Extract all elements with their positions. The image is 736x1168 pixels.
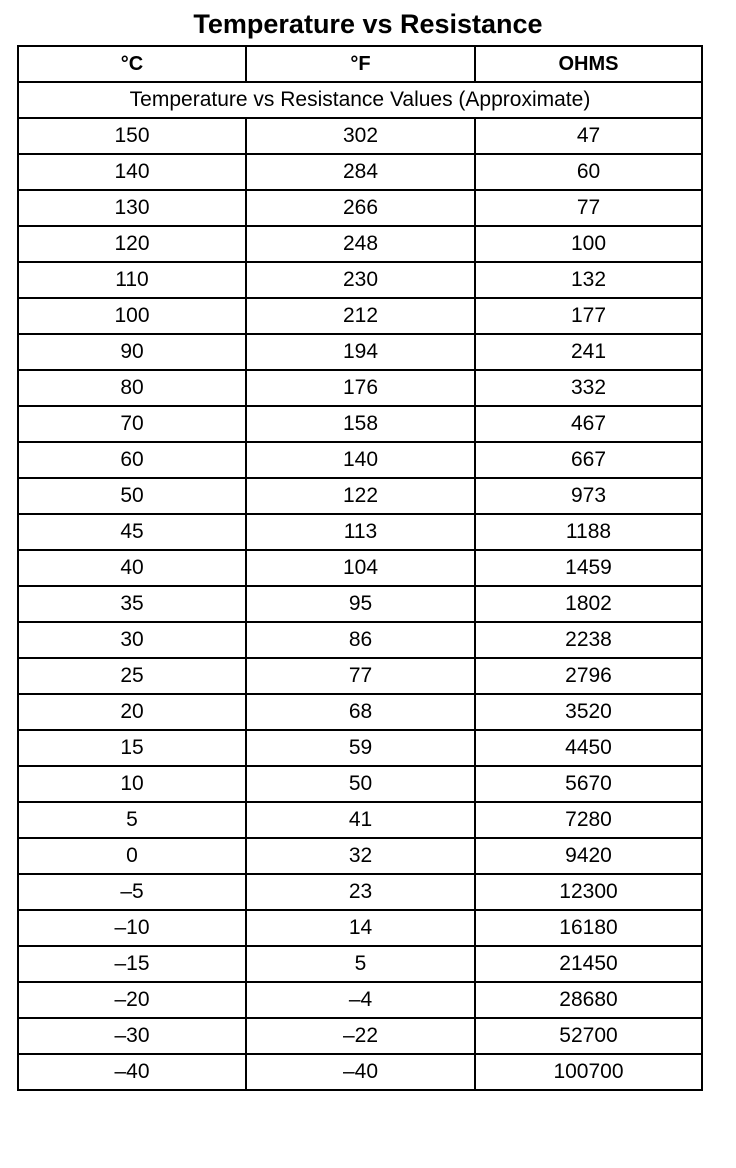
fahrenheit-cell: 14 <box>246 910 475 946</box>
celsius-cell: 45 <box>18 514 246 550</box>
celsius-cell: 10 <box>18 766 246 802</box>
ohms-cell: 132 <box>475 262 702 298</box>
table-row <box>18 226 702 262</box>
celsius-cell: 15 <box>18 730 246 766</box>
table-row <box>18 478 702 514</box>
table-row <box>18 442 702 478</box>
table-row <box>18 154 702 190</box>
celsius-cell: 35 <box>18 586 246 622</box>
page-title: Temperature vs Resistance <box>193 9 543 39</box>
ohms-cell: 332 <box>475 370 702 406</box>
table-row <box>18 622 702 658</box>
table-row <box>18 766 702 802</box>
fahrenheit-cell: 248 <box>246 226 475 262</box>
table-row <box>18 262 702 298</box>
ohms-cell: 667 <box>475 442 702 478</box>
celsius-cell: –30 <box>18 1018 246 1054</box>
celsius-cell: 40 <box>18 550 246 586</box>
ohms-cell: 16180 <box>475 910 702 946</box>
table-row <box>18 946 702 982</box>
celsius-cell: 20 <box>18 694 246 730</box>
table-row <box>18 838 702 874</box>
ohms-cell: 5670 <box>475 766 702 802</box>
header-celsius: °C <box>18 46 246 82</box>
fahrenheit-cell: 230 <box>246 262 475 298</box>
ohms-cell: 467 <box>475 406 702 442</box>
table-row <box>18 874 702 910</box>
celsius-cell: –20 <box>18 982 246 1018</box>
ohms-cell: 52700 <box>475 1018 702 1054</box>
ohms-cell: 77 <box>475 190 702 226</box>
header-ohms: OHMS <box>475 46 702 82</box>
fahrenheit-cell: 77 <box>246 658 475 694</box>
fahrenheit-cell: 302 <box>246 118 475 154</box>
celsius-cell: 90 <box>18 334 246 370</box>
ohms-cell: 28680 <box>475 982 702 1018</box>
ohms-cell: 47 <box>475 118 702 154</box>
fahrenheit-cell: 86 <box>246 622 475 658</box>
fahrenheit-cell: –4 <box>246 982 475 1018</box>
fahrenheit-cell: 5 <box>246 946 475 982</box>
table-row <box>18 730 702 766</box>
celsius-cell: –15 <box>18 946 246 982</box>
celsius-cell: 5 <box>18 802 246 838</box>
subtitle-row <box>18 82 702 118</box>
celsius-cell: 130 <box>18 190 246 226</box>
celsius-cell: –5 <box>18 874 246 910</box>
header-fahrenheit: °F <box>246 46 475 82</box>
fahrenheit-cell: 23 <box>246 874 475 910</box>
ohms-cell: 60 <box>475 154 702 190</box>
ohms-cell: 2238 <box>475 622 702 658</box>
ohms-cell: 3520 <box>475 694 702 730</box>
table-row <box>18 694 702 730</box>
table-row <box>18 550 702 586</box>
fahrenheit-cell: 59 <box>246 730 475 766</box>
fahrenheit-cell: 266 <box>246 190 475 226</box>
fahrenheit-cell: 68 <box>246 694 475 730</box>
ohms-cell: 4450 <box>475 730 702 766</box>
header-row <box>18 46 702 82</box>
fahrenheit-cell: 194 <box>246 334 475 370</box>
table-row <box>18 658 702 694</box>
fahrenheit-cell: –40 <box>246 1054 475 1090</box>
ohms-cell: 100 <box>475 226 702 262</box>
celsius-cell: 100 <box>18 298 246 334</box>
celsius-cell: 30 <box>18 622 246 658</box>
ohms-cell: 177 <box>475 298 702 334</box>
fahrenheit-cell: 113 <box>246 514 475 550</box>
table-row <box>18 334 702 370</box>
ohms-cell: 12300 <box>475 874 702 910</box>
table-row <box>18 802 702 838</box>
table-row <box>18 1054 702 1090</box>
celsius-cell: –10 <box>18 910 246 946</box>
fahrenheit-cell: 50 <box>246 766 475 802</box>
table-row <box>18 118 702 154</box>
ohms-cell: 1802 <box>475 586 702 622</box>
fahrenheit-cell: 176 <box>246 370 475 406</box>
ohms-cell: 7280 <box>475 802 702 838</box>
table-row <box>18 586 702 622</box>
ohms-cell: 1188 <box>475 514 702 550</box>
ohms-cell: 973 <box>475 478 702 514</box>
table-row <box>18 406 702 442</box>
table-row <box>18 982 702 1018</box>
celsius-cell: –40 <box>18 1054 246 1090</box>
ohms-cell: 9420 <box>475 838 702 874</box>
temperature-resistance-table <box>17 45 703 1091</box>
table-row <box>18 1018 702 1054</box>
table-row <box>18 298 702 334</box>
table-row <box>18 190 702 226</box>
table-row <box>18 514 702 550</box>
fahrenheit-cell: 212 <box>246 298 475 334</box>
celsius-cell: 0 <box>18 838 246 874</box>
fahrenheit-cell: 284 <box>246 154 475 190</box>
celsius-cell: 150 <box>18 118 246 154</box>
fahrenheit-cell: 140 <box>246 442 475 478</box>
fahrenheit-cell: –22 <box>246 1018 475 1054</box>
ohms-cell: 1459 <box>475 550 702 586</box>
celsius-cell: 50 <box>18 478 246 514</box>
fahrenheit-cell: 41 <box>246 802 475 838</box>
celsius-cell: 80 <box>18 370 246 406</box>
ohms-cell: 241 <box>475 334 702 370</box>
celsius-cell: 60 <box>18 442 246 478</box>
ohms-cell: 100700 <box>475 1054 702 1090</box>
fahrenheit-cell: 32 <box>246 838 475 874</box>
fahrenheit-cell: 122 <box>246 478 475 514</box>
celsius-cell: 70 <box>18 406 246 442</box>
ohms-cell: 2796 <box>475 658 702 694</box>
table-body <box>18 118 702 1090</box>
table-row <box>18 910 702 946</box>
celsius-cell: 120 <box>18 226 246 262</box>
fahrenheit-cell: 95 <box>246 586 475 622</box>
table-row <box>18 370 702 406</box>
celsius-cell: 25 <box>18 658 246 694</box>
celsius-cell: 140 <box>18 154 246 190</box>
table-subtitle: Temperature vs Resistance Values (Approximate) <box>18 82 702 118</box>
ohms-cell: 21450 <box>475 946 702 982</box>
celsius-cell: 110 <box>18 262 246 298</box>
fahrenheit-cell: 158 <box>246 406 475 442</box>
fahrenheit-cell: 104 <box>246 550 475 586</box>
